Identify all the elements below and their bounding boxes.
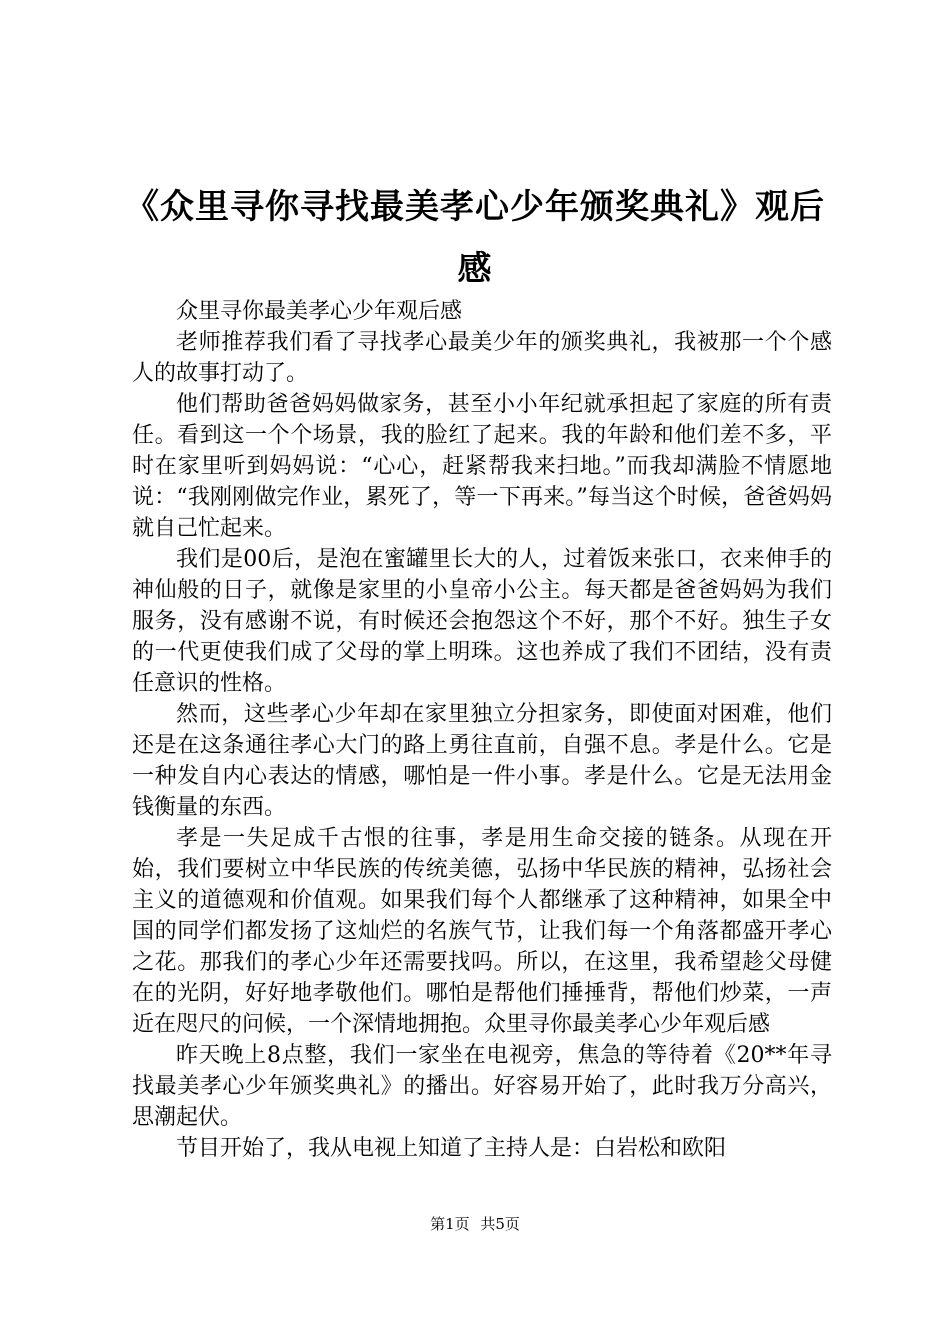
paragraph: 然而，这些孝心少年却在家里独立分担家务，即使面对困难，他们还是在这条通往孝心大门的路上勇往直前，自强不息。孝是什么。它是一种发自内心表达的情感，哪怕是一件小事。孝是什么。它是无法用金钱衡量的东西。 <box>132 702 832 820</box>
page-footer <box>0 1214 950 1234</box>
paragraph: 我们是00后，是泡在蜜罐里长大的人，过着饭来张口，衣来伸手的神仙般的日子，就像是家里的小皇帝小公主。每天都是爸爸妈妈为我们服务，没有感谢不说，有时候还会抱怨这个不好，那个不好。独生子女的一代更使我们成了父母的掌上明珠。这也养成了我们不团结，没有责任意识的性格。 <box>132 547 832 696</box>
paragraph: 老师推荐我们看了寻找孝心最美少年的颁奖典礼，我被那一个个感人的故事打动了。 <box>132 330 832 386</box>
paragraph: 昨天晚上8点整，我们一家坐在电视旁，焦急的等待着《20**年寻找最美孝心少年颁奖典礼》的播出。好容易开始了，此时我万分高兴，思潮起伏。 <box>132 1043 832 1130</box>
document-body <box>132 296 832 1164</box>
document-title: 《众里寻你寻找最美孝心少年颁奖典礼》观后感 <box>125 187 825 289</box>
page-total: 共5页 <box>480 1215 520 1233</box>
paragraph: 孝是一失足成千古恨的往事，孝是用生命交接的链条。从现在开始，我们要树立中华民族的传统美德，弘扬中华民族的精神，弘扬社会主义的道德观和价值观。如果我们每个人都继承了这种精神，如果全中国的同学们都发扬了这灿烂的名族气节，让我们每一个角落都盛开孝心之花。那我们的孝心少年还需要找吗。所以，在这里，我希望趁父母健在的光阴，好好地孝敬他们。哪怕是帮他们捶捶背，帮他们炒菜，一声近在咫尺的问候，一个深情地拥抱。众里寻你最美孝心少年观后感 <box>132 826 832 1037</box>
paragraph: 节目开始了，我从电视上知道了主持人是：白岩松和欧阳 <box>176 1136 727 1161</box>
paragraph-subtitle: 众里寻你最美孝心少年观后感 <box>176 299 463 324</box>
paragraph: 他们帮助爸爸妈妈做家务，甚至小小年纪就承担起了家庭的所有责任。看到这一个个场景，我的脸红了起来。我的年龄和他们差不多，平时在家里听到妈妈说：“心心，赶紧帮我来扫地。”而我却满脸不情愿地说：“我刚刚做完作业，累死了，等一下再来。”每当这个时候，爸爸妈妈就自己忙起来。 <box>132 392 832 541</box>
page-number: 第1页 <box>430 1215 470 1233</box>
